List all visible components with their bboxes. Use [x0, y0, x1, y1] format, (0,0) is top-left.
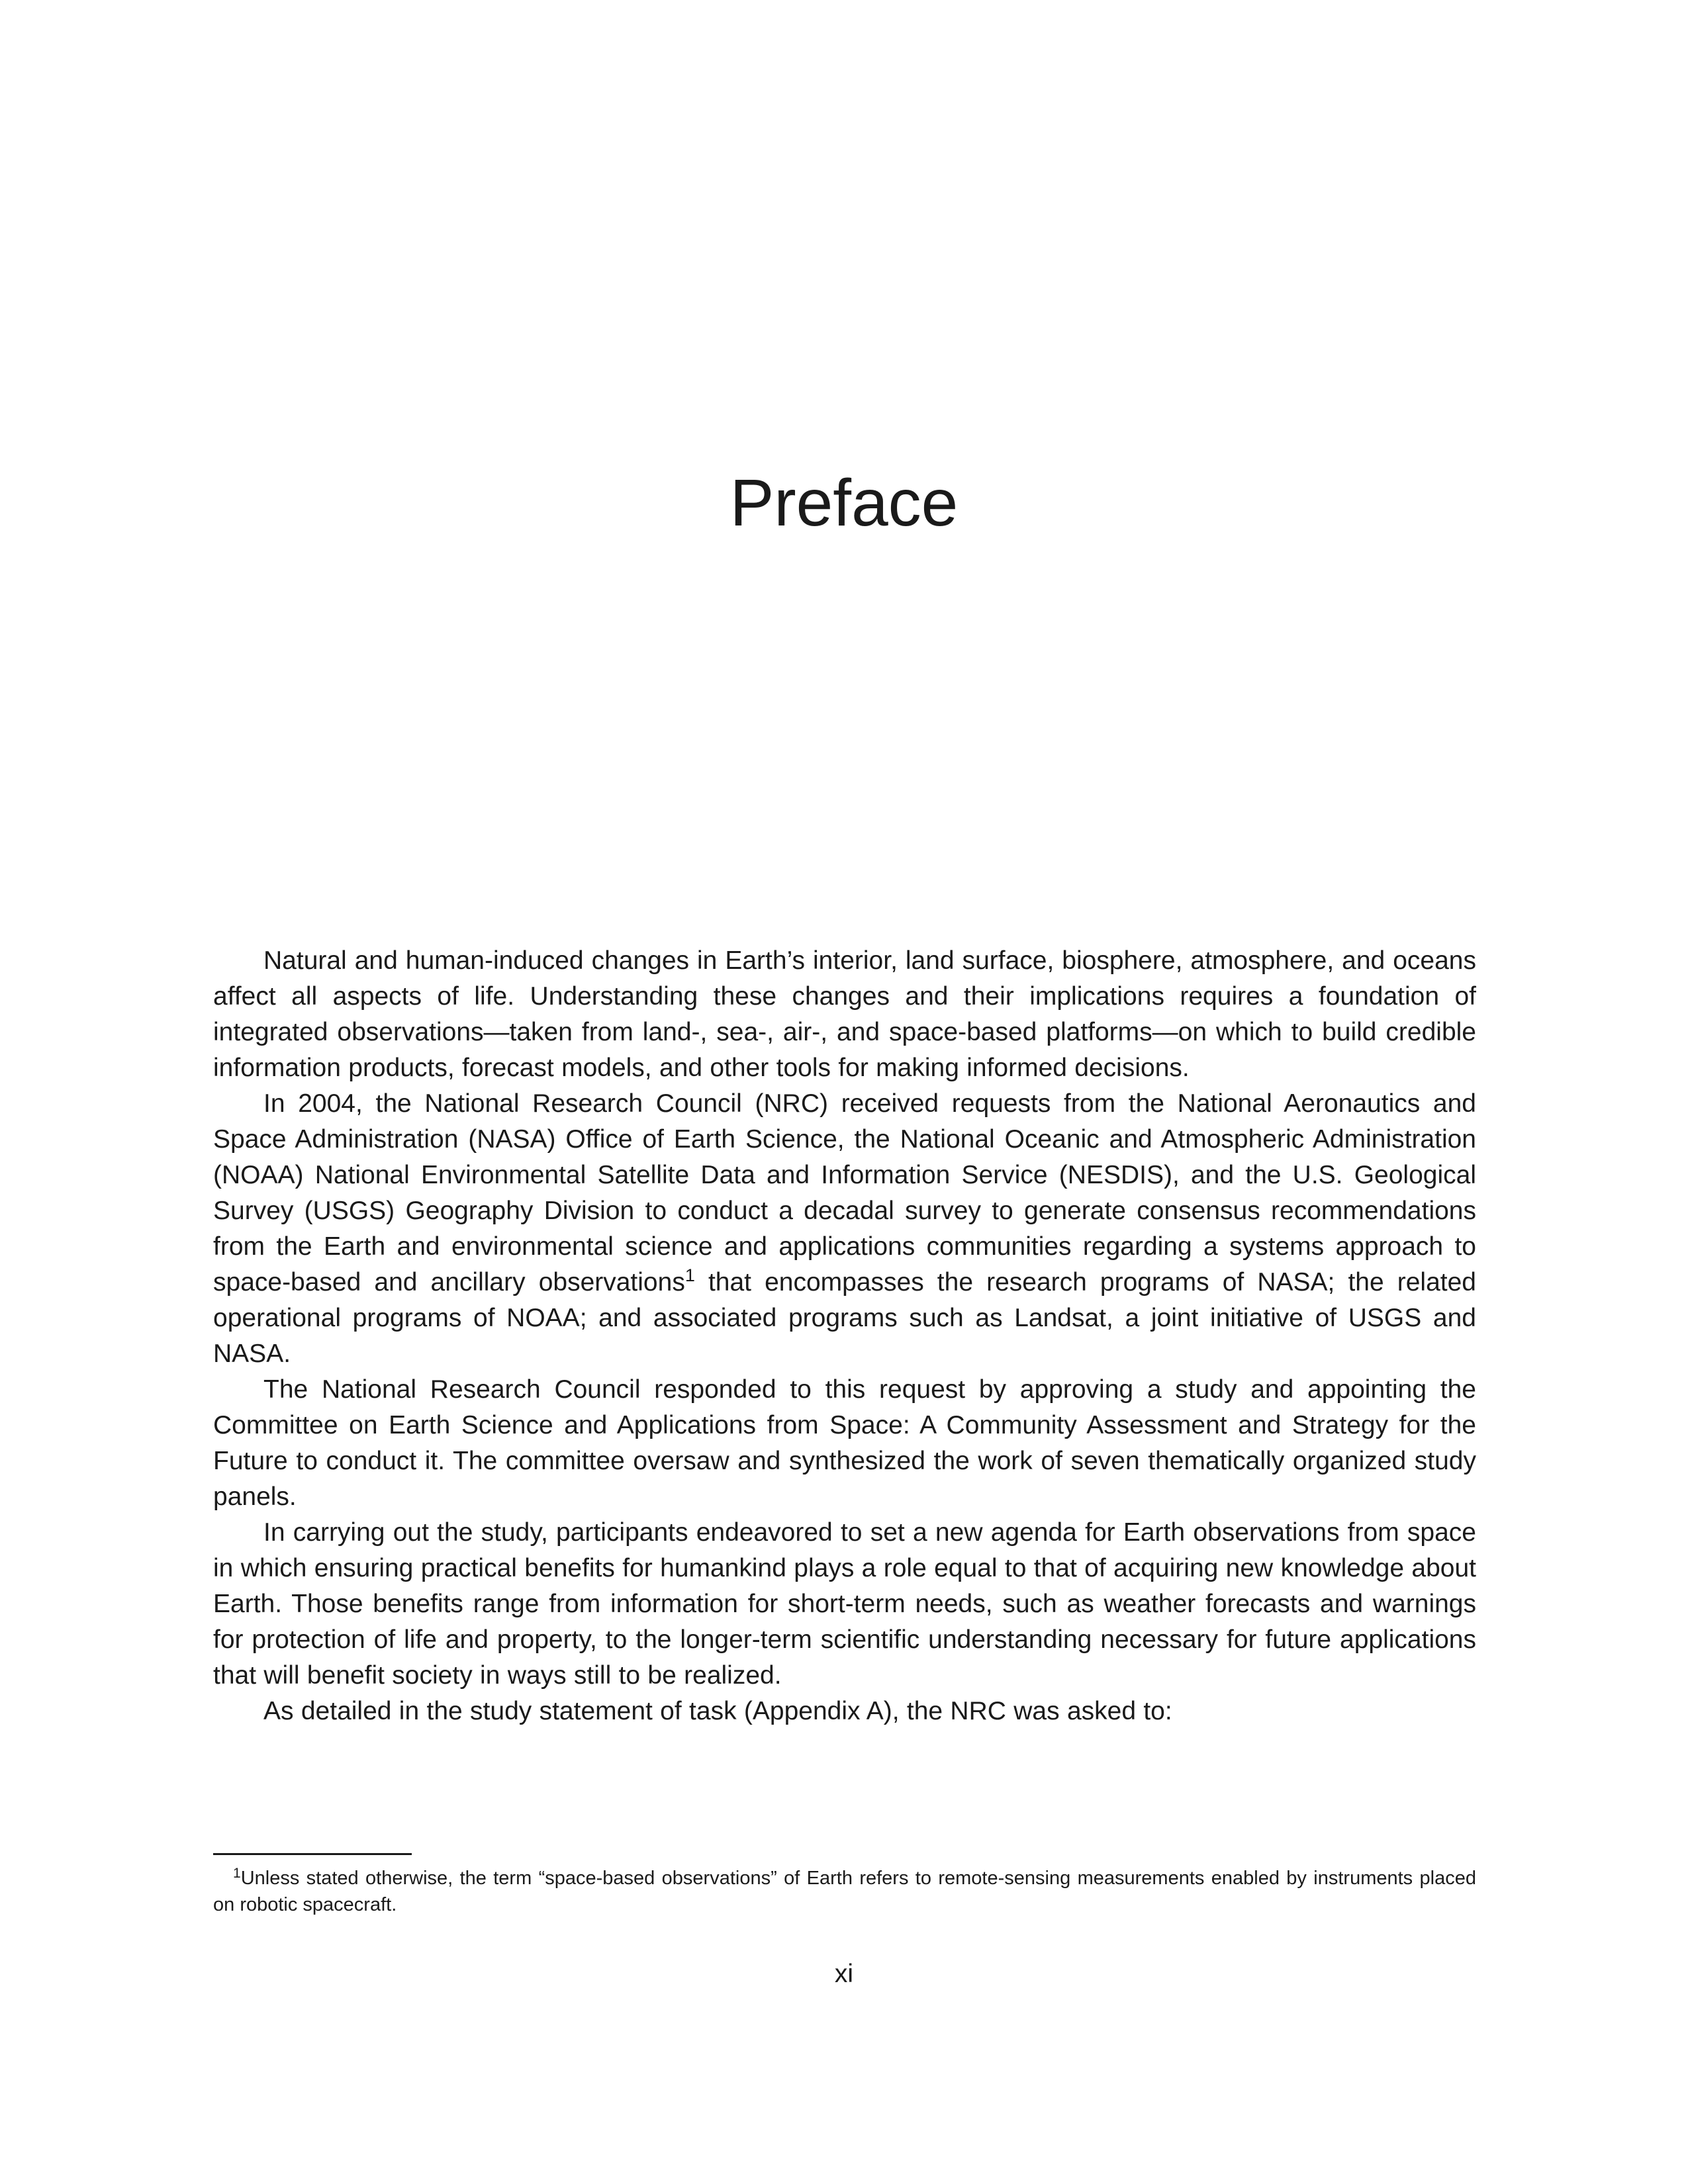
footnote-marker: 1 [233, 1866, 241, 1881]
footnote-reference: 1 [684, 1265, 695, 1285]
footnote [213, 1865, 1476, 1918]
paragraph-agenda: In carrying out the study, participants endeavored to set a new agenda for Earth observations from space in which ensuring practical benefits for humankind plays a role equal to that of acquiring new knowledge about Earth. Those benefits range from information for short-term needs, such as weather forecasts and warnings for protection of life and property, to the longer-term scientific understanding necessary for future applications that will benefit society in ways still to be realized. [213, 1518, 1476, 1690]
paragraph-nrc-requests-text: In 2004, the National Research Council (NRC) received requests from the National Aeronautics and Space Administration (NASA) Office of Earth Science, the National Oceanic and Atmospheric Administration (NOAA) National Environmental Satellite Data and Information Service (NESDIS), and the U.S. Geological Survey (USGS) Geography Division to conduct a decadal survey to generate consensus recommendations from the Earth and environmental science and applications communities regarding a systems approach to space-based and ancillary observations [213, 1089, 1476, 1297]
page-number: xi [834, 1960, 854, 1988]
footnote-divider [213, 1853, 412, 1855]
paragraph-nrc-requests-continuation: that encompasses the research programs of NASA; the related operational programs of NOAA; and associated programs such as Landsat, a joint initiative of USGS and NASA. [213, 1268, 1476, 1368]
page-title: Preface [729, 466, 959, 540]
footnote-text: Unless stated otherwise, the term “space-based observations” of Earth refers to remote-sensing measurements enabled by instruments placed on robotic spacecraft. [213, 1868, 1476, 1915]
paragraph-nrc-requests [213, 1086, 1476, 1372]
paragraph-observations: Natural and human-induced changes in Earth’s interior, land surface, biosphere, atmosphere, and oceans affect all aspects of life. Understanding these changes and their implications requires a foundation of integrated observations—taken from land-, sea-, air-, and space-based platforms—on which to build credible information products, forecast models, and other tools for making informed decisions. [213, 946, 1476, 1082]
paragraph-committee: The National Research Council responded to this request by approving a study and appointing the Committee on Earth Science and Applications from Space: A Community Assessment and Strategy for the Future to conduct it. The committee oversaw and synthesized the work of seven thematically organized study panels. [213, 1375, 1476, 1511]
preface-body [213, 943, 1476, 1729]
paragraph-statement-of-task: As detailed in the study statement of task (Appendix A), the NRC was asked to: [263, 1697, 1172, 1725]
